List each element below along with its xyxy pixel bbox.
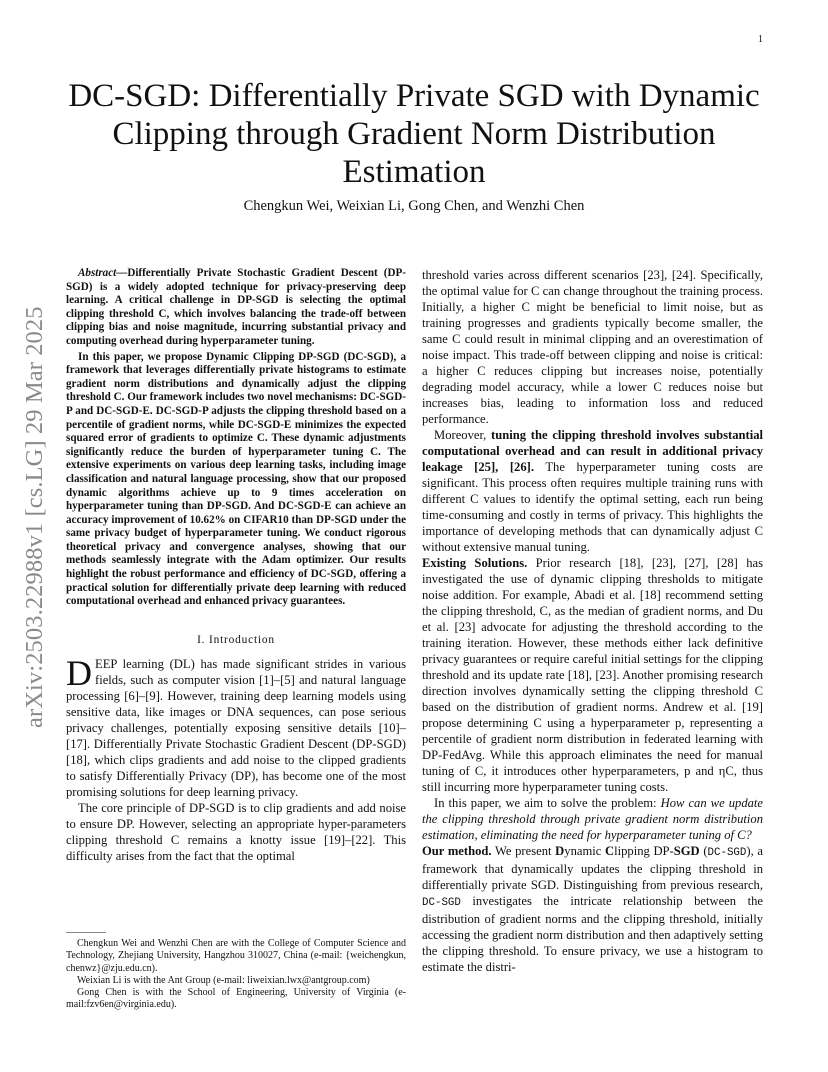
- left-column: [66, 267, 406, 864]
- abstract-paragraph-1: [66, 267, 406, 349]
- intro-paragraph-2: The core principle of DP-SGD is to clip gradients and add noise to ensure DP. However, selecting an appropriate hyper-parameters clipping threshold C remains a knotty issue [19]–[22]. This difficulty arises from the fact that the optimal: [66, 800, 406, 863]
- method-paren: (: [699, 844, 708, 858]
- problem-intro-text: In this paper, we aim to solve the problem:: [434, 796, 661, 810]
- existing-solutions-heading: Existing Solutions.: [422, 556, 528, 570]
- method-text-d: ), a framework that dynamically updates the clipping threshold in differentially private SGD. Distinguishing from previous research,: [422, 844, 763, 892]
- intro-paragraph-1: [66, 652, 406, 800]
- footnote-rule: [66, 932, 106, 933]
- problem-statement-paragraph: [422, 795, 763, 843]
- abstract-text-1: Differentially Private Stochastic Gradient Descent (DP-SGD) is a widely adopted technique for privacy-preserving deep learning. A critical challenge in DP-SGD is selecting the optimal clipping threshold C, which involves balancing the trade-off between clipping bias and noise magnitude, incurring substantial privacy and computing overhead during hyperparameter tuning.: [66, 267, 406, 347]
- method-sgd: SGD: [673, 844, 700, 858]
- problem-question-text: How can we update the clipping threshold through private gradient norm distribution estimation, eliminating the need for hyperparameter tuning of C?: [422, 796, 763, 842]
- p2-intro-text: Moreover,: [434, 428, 492, 442]
- section-heading-introduction: I. Introduction: [197, 633, 275, 646]
- our-method-paragraph: [422, 843, 763, 975]
- method-letter-c: C: [605, 844, 615, 858]
- paper-title: DC-SGD: Differentially Private SGD with Dynamic Clipping through Gradient Norm Distribution Estimation: [68, 78, 760, 190]
- footnote-affiliation-2: Weixian Li is with the Ant Group (e-mail: liweixian.lwx@antgroup.com): [77, 974, 370, 986]
- footnote-affiliation-1: Chengkun Wei and Wenzhi Chen are with the College of Computer Science and Technology, Zhejiang University, Hangzhou 310027, China (e-mail: {weichengkun, chenwz}@zju.edu.cn).: [66, 938, 406, 974]
- footnote-affiliation-3: Gong Chen is with the School of Engineering, University of Virginia (e-mail:fzv6en@virginia.edu).: [66, 987, 406, 1011]
- existing-solutions-paragraph: [422, 555, 763, 795]
- existing-solutions-text: Prior research [18], [23], [27], [28] has investigated the use of dynamic clipping thresholds to mitigate noise addition. For example, Abadi et al. [18] recommend setting the clipping threshold, C, as the median of gradient norms, and Du et al. [23] advocate for adjusting the threshold according to the training iteration. However, these methods either lack definitive privacy guarantees or require careful initial settings for the clipping threshold and its update rate [18], [23]. Another promising research direction involves dynamically setting the clipping threshold C based on the distribution of gradient norms. Andrew et al. [19] propose determining C using a hyperparameter p, representing a percentile of gradient norm distribution in federated learning with DP-FedAvg. While this approach eliminates the need for manual tuning of C, it introduces other hyperparameters, p and ηC, thus still incurring more hyperparameter tuning costs.: [422, 556, 763, 794]
- method-text-c: lipping DP-: [614, 844, 674, 858]
- right-paragraph-2: [422, 427, 763, 555]
- method-text-b: ynamic: [564, 844, 605, 858]
- right-column: [422, 267, 763, 975]
- arxiv-stamp: arXiv:2503.22988v1 [cs.LG] 29 Mar 2025: [21, 306, 48, 728]
- drop-cap: D: [66, 652, 92, 693]
- abstract: [66, 267, 406, 609]
- p2-bold-text: tuning the clipping threshold involves substantial computational overhead and can result in additional privacy leakage [25], [26].: [422, 428, 763, 474]
- method-text-a: We present: [491, 844, 556, 858]
- method-letter-d: D: [555, 844, 565, 858]
- right-paragraph-1: threshold varies across different scenarios [23], [24]. Specifically, the optimal value for C can change throughout the training process. Initially, a higher C might be beneficial to limit noise, but as training progresses and gradients typically become smaller, the same C could result in minimal clipping and an overestimation of noise impact. This trade-off between clipping and noise is critical: a higher C reduces clipping but increases noise, potentially degrading model accuracy, while a lower C reduces noise but increases bias, leading to information loss and reduced performance.: [422, 268, 763, 426]
- abstract-heading: Abstract—: [78, 267, 128, 279]
- author-list: Chengkun Wei, Weixian Li, Gong Chen, and Wenzhi Chen: [243, 198, 585, 214]
- our-method-heading: Our method.: [422, 844, 492, 858]
- p2-rest-text: The hyperparameter tuning costs are significant. This process often requires multiple training runs with different C values to identify the optimal setting, each run being time-consuming and costly in terms of privacy. This highlights the importance of developing methods that can dynamically adjust C without extensive manual tuning.: [422, 460, 763, 554]
- method-name-mono-2: DC-SGD: [422, 897, 461, 909]
- page-number: 1: [758, 34, 763, 45]
- intro-text-1: EEP learning (DL) has made significant strides in various fields, such as computer vision [1]–[5] and natural language processing [6]–[9]. However, training deep learning models using sensitive data, like images or DNA sequences, can pose serious privacy challenges, potentially exposing sensitive details [10]–[17]. Differentially Private Stochastic Gradient Descent (DP-SGD) [18], which clips gradients and add noise to the clipped gradients to satisfy Differentially Privacy (DP), has become one of the most promising solutions for deep learning privacy.: [66, 656, 406, 799]
- method-name-mono-1: DC-SGD: [707, 847, 747, 859]
- abstract-paragraph-2: In this paper, we propose Dynamic Clipping DP-SGD (DC-SGD), a framework that leverages differentially private histograms to estimate gradient norm distributions and dynamically adjust the clipping threshold C. Our framework includes two novel mechanisms: DC-SGD-P and DC-SGD-E. DC-SGD-P adjusts the clipping threshold based on a percentile of gradient norms, while DC-SGD-E minimizes the expected squared error of gradients to optimize C. These dynamic adjustments significantly reduce the burden of hyperparameter tuning C. The extensive experiments on various deep learning tasks, including image classification and natural language processing, show that our proposed dynamic algorithms achieve up to 9 times acceleration on hyperparameter tuning than DP-SGD. And DC-SGD-E can achieve an accuracy improvement of 10.62% on CIFAR10 than DP-SGD under the same privacy budget of hyperparameter tuning. We conduct rigorous theoretical privacy and convergence analyses, showing that our methods seamlessly integrate with the Adam optimizer. Our results highlight the robust performance and efficiency of DC-SGD, offering a practical solution for differentially private deep learning with reduced computational overhead and enhanced privacy guarantees.: [66, 350, 406, 608]
- footnotes: [66, 938, 406, 1012]
- method-text-e: investigates the intricate relationship between the distribution of gradient norms and the clipping threshold, initially accessing the gradient norm distribution and then adaptively setting the clipping threshold. To ensure privacy, we use a histogram to estimate the distri-: [422, 894, 763, 974]
